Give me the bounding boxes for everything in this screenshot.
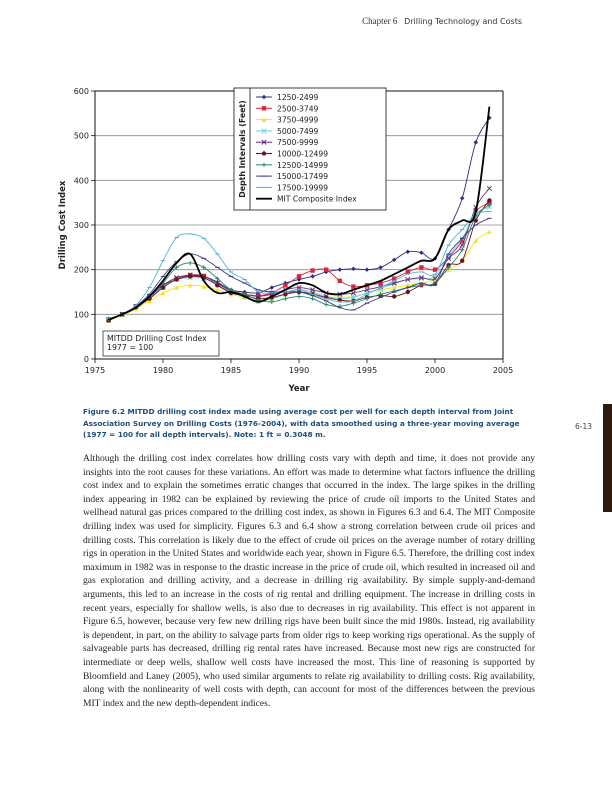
legend-label: 15000-17499: [277, 172, 329, 182]
x-tick-label: 1975: [84, 366, 106, 375]
series-5000-7499: [106, 205, 491, 322]
y-tick-label: 200: [73, 265, 89, 275]
x-tick-label: 2000: [424, 366, 446, 375]
legend-label: 12500-14999: [277, 160, 329, 170]
legend-label: MIT Composite Index: [277, 194, 357, 204]
x-tick-label: 2005: [492, 366, 514, 375]
page-number: 6-13: [575, 422, 593, 431]
chapter-number: Chapter 6: [362, 16, 398, 26]
annotation-text: MITDD Drilling Cost Index: [107, 334, 207, 343]
x-tick-label: 1995: [356, 366, 378, 375]
legend-label: 7500-9999: [277, 138, 319, 148]
chapter-title: Drilling Technology and Costs: [404, 17, 522, 26]
y-tick-label: 600: [73, 87, 89, 96]
y-tick-label: 0: [83, 355, 89, 364]
series-17500-19999: [106, 212, 491, 319]
legend: [234, 88, 386, 210]
y-tick-label: 400: [73, 176, 89, 186]
series-12500-14999: [106, 203, 491, 322]
legend-label: 3750-4999: [277, 115, 319, 125]
y-tick-label: 100: [73, 310, 89, 320]
x-tick-label: 1980: [152, 366, 174, 375]
figure-caption: Figure 6.2 MITDD drilling cost index made using average cost per well for each depth interval from Joint Association Survey on Drilling Costs (1976-2004), with data smoothed using a three-year moving average (1977 = 100 for all depth intervals). Note: 1 ft = 0.3048 m.: [83, 407, 520, 439]
legend-label: 10000-12499: [277, 149, 329, 159]
y-axis-label: Drilling Cost Index: [58, 180, 68, 270]
legend-label: 5000-7499: [277, 126, 319, 136]
annotation-text: 1977 = 100: [107, 343, 154, 352]
x-axis-label: Year: [288, 384, 310, 394]
legend-label: 1250-2499: [277, 93, 319, 102]
y-tick-label: 500: [73, 131, 89, 141]
legend-label: 17500-19999: [277, 183, 329, 193]
body-paragraph: Although the drilling cost index correlates how drilling costs vary with depth and time, it does not provide any insights into the root causes for these variations. An effort was made to determine what factors influence the drilling cost index and to explain the sometimes erratic changes that occurred in the index. The large spikes in the drilling index appearing in 1982 can be explained by reviewing the price of crude oil imports to the United States and wellhead natural gas prices compared to the drilling cost index, as shown in Figures 6.3 and 6.4. The MIT Composite drilling index was used for simplicity. Figures 6.3 and 6.4 show a strong correlation between crude oil prices and drilling costs. This correlation is likely due to the effect of crude oil prices on the average number of rotary drilling rigs in operation in the United States and worldwide each year, shown in Figure 6.5. Therefore, the drilling cost index maximum in 1982 was in response to the drastic increase in the price of crude oil, which resulted in increased oil and gas exploration and drilling activity, and a decrease in drilling rig availability. By simple supply-and-demand arguments, this led to an increase in the costs of rig rental and drilling equipment. The increase in drilling costs in recent years, especially for shallow wells, is also due to decreases in rig availability. This effect is not apparent in Figure 6.5, however, because very few new drilling rigs have been built since the mid 1980s. Instead, rig availability is dependent, in part, on the ability to salvage parts from older rigs to keep working rigs operational. As the supply of salvageable parts has decreased, drilling rig rental rates have increased. Because most new rigs are constructed for intermediate or deep wells, shallow well costs have increased the most. This line of reasoning is supported by Bloomfield and Laney (2005), who used similar arguments to relate rig availability to drilling costs. Rig availability, along with the nonlinearity of well costs with depth, can account for most of the differences between the previous MIT index and the new depth-dependent indices.: [83, 453, 535, 709]
x-tick-label: 1990: [288, 366, 310, 375]
x-tick-label: 1985: [220, 366, 242, 375]
legend-title: Depth Intervals (Feet): [238, 100, 247, 198]
y-tick-label: 300: [73, 221, 89, 230]
legend-label: 2500-3749: [277, 104, 319, 114]
chapter-tab-marker: [603, 404, 612, 512]
index-annotation-box: [103, 331, 219, 356]
